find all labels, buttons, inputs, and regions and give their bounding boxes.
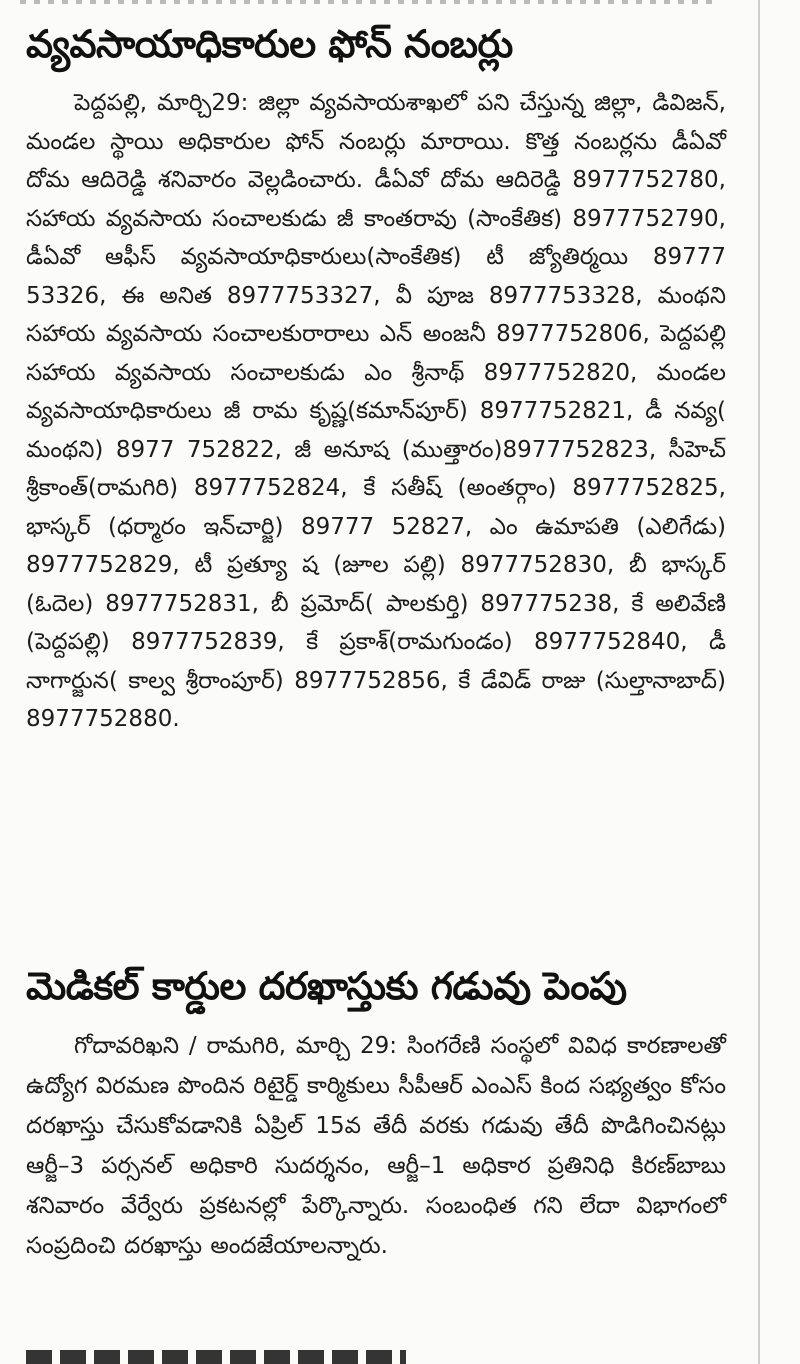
clipped-headline-bottom <box>26 1350 406 1364</box>
clipped-text-top <box>20 0 720 4</box>
article-headline: మెడికల్ కార్డుల దరఖాస్తుకు గడువు పెంపు <box>26 964 627 1008</box>
column-divider <box>758 0 760 1364</box>
article-body: గోదావరిఖని / రామగిరి, మార్చి 29: సింగరేణి సంస్థలో వివిధ కారణాలతో ఉద్యోగ విరమణ పొందిన రిటైర్డ్ కార్మికులు సీపీఆర్ ఎంఎస్ కింద సభ్యత్వం కోసం దరఖాస్తు చేసుకోవడానికి ఏప్రిల్ 15వ తేదీ వరకు గడువు తేదీ పొడిగించినట్లు ఆర్జీ–3 పర్సనల్ అధికారి సుదర్శనం, ఆర్జీ–1 అధికార ప్రతినిధి కిరణ్‌బాబు శనివారం వేర్వేరు ప్రకటనల్లో పేర్కొన్నారు. సంబంధిత గని లేదా విభాగంలో సంప్రదించి దరఖాస్తు అందజేయాలన్నారు. <box>26 1033 726 1259</box>
article-headline: వ్యవసాయాధికారుల ఫోన్ నంబర్లు <box>26 22 513 66</box>
article-body: పెద్దపల్లి, మార్చి29: జిల్లా వ్యవసాయశాఖలో పని చేస్తున్న జిల్లా, డివిజన్, మండల స్థాయి అధికారుల ఫోన్ నంబర్లు మారాయి. కొత్త నంబర్లను డీఏవో దోమ ఆదిరెడ్డి శనివారం వెల్లడించారు. డీఏవో దోమ ఆదిరెడ్డి 8977752780, సహాయ వ్యవసాయ సంచాలకుడు జీ కాంతరావు (సాంకేతిక) 8977752790, డీఏవో ఆఫీస్ వ్యవసాయాధికారులు(సాంకేతిక) టీ జ్యోతిర్మయి 89777 53326, ఈ అనిత 8977753327, వీ పూజ 8977753328, మంథని సహాయ వ్యవసాయ సంచాలకురారాలు ఎన్ అంజనీ 8977752806, పెద్దపల్లి సహాయ వ్యవసాయ సంచాలకుడు ఎం శ్రీనాథ్ 8977752820, మండల వ్యవసాయాధికారులు జీ రామ కృష్ణ(కమాన్‌పూర్) 8977752821, డీ నవ్య( మంథని) 8977 752822, జీ అనూష (ముత్తారం)8977752823, సీహెచ్ శ్రీకాంత్(రామగిరి) 8977752824, కే సతీష్ (అంతర్గాం) 8977752825, భాస్కర్ (ధర్మారం ఇన్‌చార్జి) 89777 52827, ఎం ఉమాపతి (ఎలిగేడు) 8977752829, టీ ప్రత్యూ ష (జూల పల్లి) 8977752830, బీ భాస్కర్ (ఓదెల) 8977752831, బీ ప్రమోద్( పాలకుర్తి) 897775238, కే అలివేణి (పెద్దపల్లి) 8977752839, కే ప్రకాశ్(రామగుండం) 8977752840, డీ నాగార్జున( కాల్వ శ్రీరాంపూర్) 8977752856, కే డేవిడ్ రాజు (సుల్తానాబాద్) 8977752880. <box>26 90 726 732</box>
article-medical-cards-deadline <box>26 958 726 1266</box>
article-agri-officers-phone-numbers <box>26 16 726 739</box>
